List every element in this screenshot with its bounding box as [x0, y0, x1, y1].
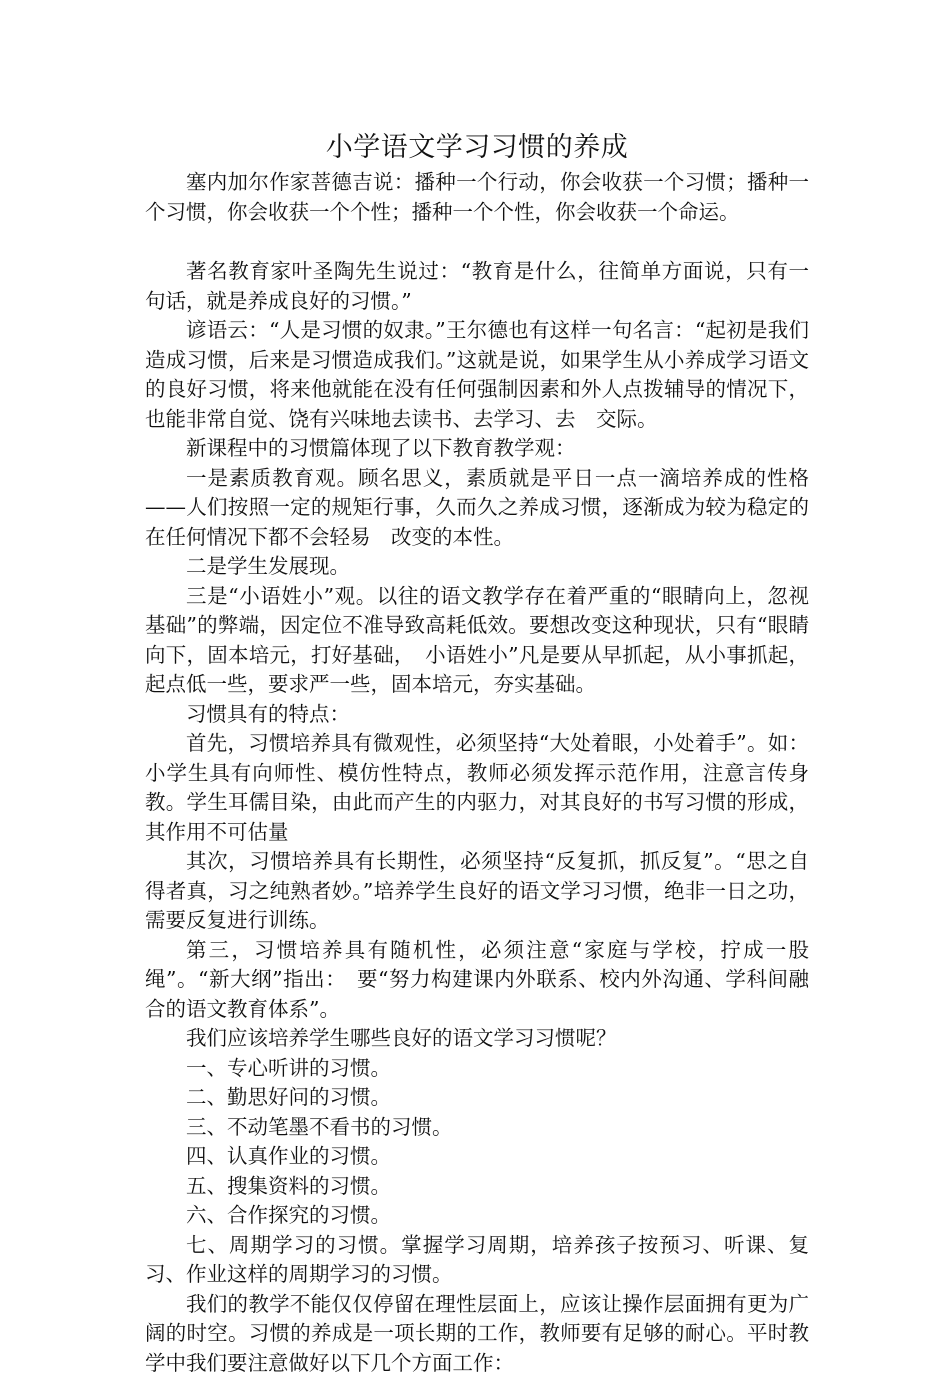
paragraph: 第三，习惯培养具有随机性，必须注意“家庭与学校，拧成一股绳”。“新大纲”指出： 要“努力构建课内外联系、校内外沟通、学科间融合的语文教育体系”。: [145, 936, 809, 1025]
list-item: 二、勤思好问的习惯。: [145, 1083, 809, 1113]
paragraph: 我们应该培养学生哪些良好的语文学习习惯呢？: [145, 1024, 809, 1054]
document-title: 小学语文学习习惯的养成: [145, 128, 809, 168]
list-item: 一、专心听讲的习惯。: [145, 1054, 809, 1084]
list-item: 七、周期学习的习惯。掌握学习周期，培养孩子按预习、听课、复习、作业这样的周期学习的习惯。: [145, 1231, 809, 1290]
document-page: [145, 128, 809, 1378]
paragraph: 二是学生发展现。: [145, 552, 809, 582]
paragraph: 新课程中的习惯篇体现了以下教育教学观：: [145, 434, 809, 464]
paragraph: 首先，习惯培养具有微观性，必须坚持“大处着眼，小处着手”。如：小学生具有向师性、模仿性特点，教师必须发挥示范作用，注意言传身教。学生耳儒目染，由此而产生的内驱力，对其良好的书写习惯的形成，其作用不可估量: [145, 729, 809, 847]
paragraph: 我们的教学不能仅仅停留在理性层面上，应该让操作层面拥有更为广阔的时空。习惯的养成是一项长期的工作，教师要有足够的耐心。平时教学中我们要注意做好以下几个方面工作：: [145, 1290, 809, 1378]
list-item: 三、不动笔墨不看书的习惯。: [145, 1113, 809, 1143]
paragraph: 谚语云：“人是习惯的奴隶。”王尔德也有这样一句名言：“起初是我们造成习惯，后来是习惯造成我们。”这就是说，如果学生从小养成学习语文的良好习惯，将来他就能在没有任何强制因素和外人点拨辅导的情况下，也能非常自觉、饶有兴味地去读书、去学习、去 交际。: [145, 316, 809, 434]
paragraph: 一是素质教育观。顾名思义，素质就是平日一点一滴培养成的性格——人们按照一定的规矩行事，久而久之养成习惯，逐渐成为较为稳定的在任何情况下都不会轻易 改变的本性。: [145, 464, 809, 553]
list-item: 四、认真作业的习惯。: [145, 1142, 809, 1172]
paragraph: 塞内加尔作家菩德吉说：播种一个行动，你会收获一个习惯；播种一个习惯，你会收获一个个性；播种一个个性，你会收获一个命运。: [145, 168, 809, 227]
paragraph: 著名教育家叶圣陶先生说过：“教育是什么，往简单方面说，只有一句话，就是养成良好的习惯。”: [145, 257, 809, 316]
list-item: 五、搜集资料的习惯。: [145, 1172, 809, 1202]
paragraph: 其次，习惯培养具有长期性，必须坚持“反复抓，抓反复”。“思之自得者真，习之纯熟者妙。”培养学生良好的语文学习习惯，绝非一日之功，需要反复进行训练。: [145, 847, 809, 936]
list-item: 六、合作探究的习惯。: [145, 1201, 809, 1231]
paragraph: 三是“小语姓小”观。以往的语文教学存在着严重的“眼睛向上，忽视基础”的弊端，因定位不准导致高耗低效。要想改变这种现状，只有“眼睛向下，固本培元，打好基础， 小语姓小”凡是要从早抓起，从小事抓起，起点低一些，要求严一些，固本培元，夯实基础。: [145, 582, 809, 700]
paragraph: 习惯具有的特点：: [145, 700, 809, 730]
